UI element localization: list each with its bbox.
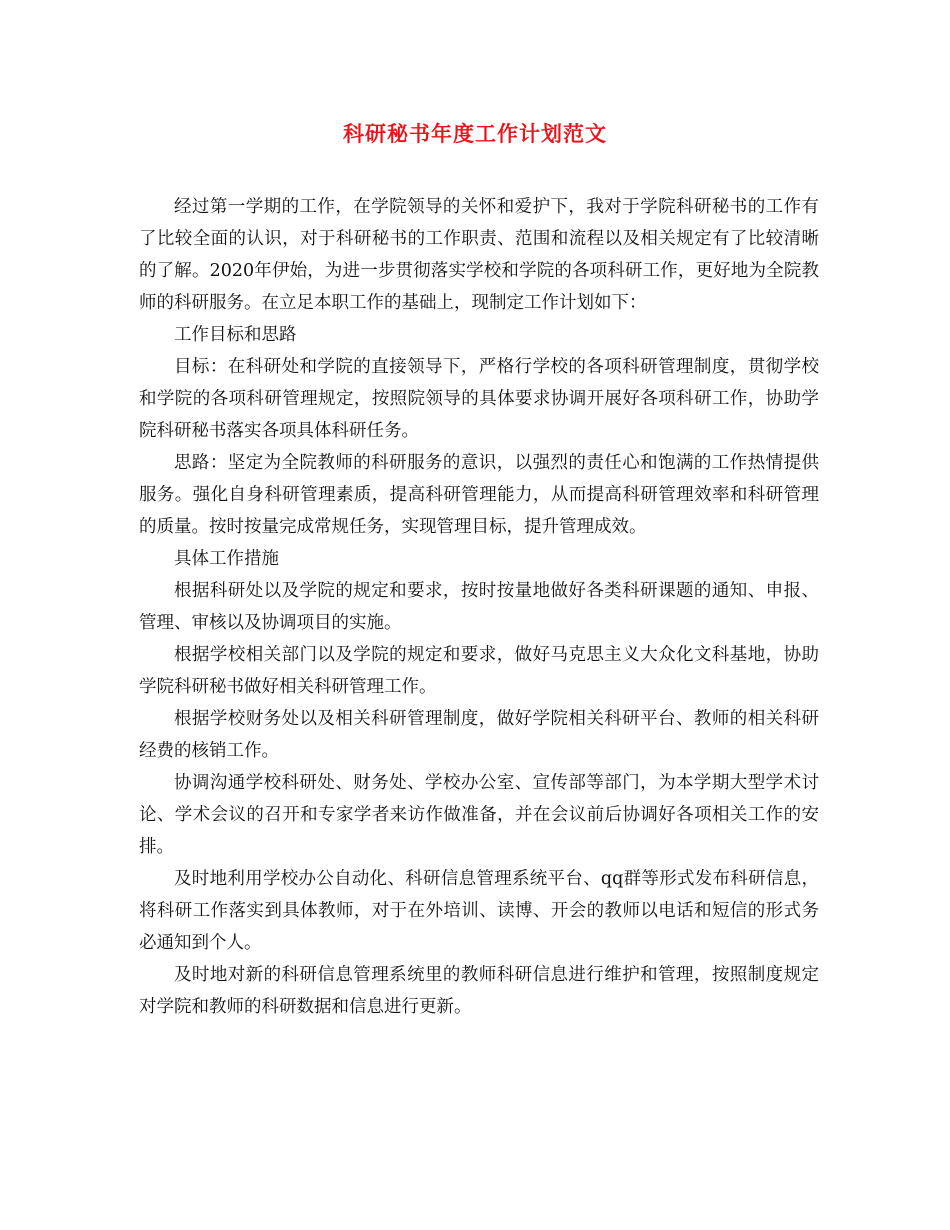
section-heading-measures: 具体工作措施 bbox=[174, 549, 279, 569]
paragraph-measure-5: 及时地利用学校办公自动化、科研信息管理系统平台、qq群等形式发布科研信息，将科研工作落实到具体教师，对于在外培训、读博、开会的教师以电话和短信的形式务必通知到个人。 bbox=[139, 869, 819, 953]
paragraph-approach: 思路：坚定为全院教师的科研服务的意识，以强烈的责任心和饱满的工作热情提供服务。强化自身科研管理素质，提高科研管理能力，从而提高科研管理效率和科研管理的质量。按时按量完成常规任务，实现管理目标，提升管理成效。 bbox=[139, 453, 819, 537]
section-heading-goals: 工作目标和思路 bbox=[174, 325, 297, 345]
paragraph-measure-2: 根据学校相关部门以及学院的规定和要求，做好马克思主义大众化文科基地，协助学院科研秘书做好相关科研管理工作。 bbox=[139, 645, 819, 697]
paragraph-measure-6: 及时地对新的科研信息管理系统里的教师科研信息进行维护和管理，按照制度规定对学院和教师的科研数据和信息进行更新。 bbox=[139, 965, 819, 1017]
document-title: 科研秘书年度工作计划范文 bbox=[343, 121, 607, 146]
document-body bbox=[139, 191, 819, 1023]
paragraph-measure-4: 协调沟通学校科研处、财务处、学校办公室、宣传部等部门，为本学期大型学术讨论、学术会议的召开和专家学者来访作做准备，并在会议前后协调好各项相关工作的安排。 bbox=[139, 773, 819, 857]
paragraph-intro: 经过第一学期的工作，在学院领导的关怀和爱护下，我对于学院科研秘书的工作有了比较全面的认识，对于科研秘书的工作职责、范围和流程以及相关规定有了比较清晰的了解。2020年伊始，为进一步贯彻落实学校和学院的各项科研工作，更好地为全院教师的科研服务。在立足本职工作的基础上，现制定工作计划如下： bbox=[139, 197, 819, 313]
paragraph-goal: 目标：在科研处和学院的直接领导下，严格行学校的各项科研管理制度，贯彻学校和学院的各项科研管理规定，按照院领导的具体要求协调开展好各项科研工作，协助学院科研秘书落实各项具体科研任务。 bbox=[139, 357, 819, 441]
paragraph-measure-1: 根据科研处以及学院的规定和要求，按时按量地做好各类科研课题的通知、申报、管理、审核以及协调项目的实施。 bbox=[139, 581, 819, 633]
paragraph-measure-3: 根据学校财务处以及相关科研管理制度，做好学院相关科研平台、教师的相关科研经费的核销工作。 bbox=[139, 709, 819, 761]
